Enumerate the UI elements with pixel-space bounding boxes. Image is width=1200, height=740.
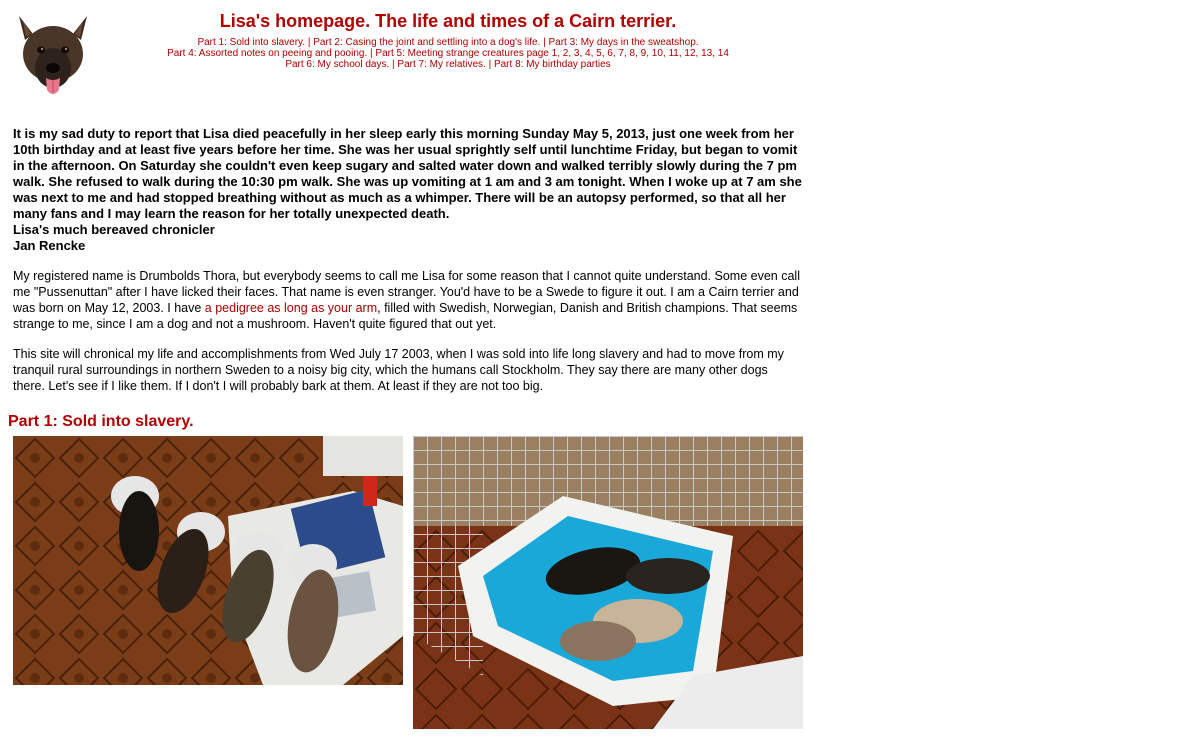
nav-page-link[interactable]: 6 [607,48,613,59]
nav-page-link[interactable]: 12 [684,48,696,59]
nav-page-link[interactable]: 5 [596,48,602,59]
section-heading-part1: Part 1: Sold into slavery. [8,413,194,430]
nav-link-part2[interactable]: Part 2: Casing the joint and settling into a dog's life. [313,37,541,48]
nav-line-1 [150,37,746,48]
nav-line-2: Part 4: Assorted notes on peeing and pooing. | Part 5: Meeting strange creatures page 1, 2, 3, 4, 5, 6, 7, 8, 9, 10, 11, 12, 13, 14 [167,48,729,59]
puppy-logo [15,12,91,100]
nav-separator: | [392,59,395,70]
pedigree-link[interactable]: a pedigree as long as your arm [204,301,378,315]
nav-separator: | [488,59,492,70]
nav-page-link[interactable]: 1 [551,48,558,59]
nav-page-link[interactable]: 3 [573,48,580,59]
nav-part5-label: Part 5: Meeting strange creatures page [375,48,549,59]
nav-line-3 [150,59,746,70]
death-announcement [13,126,808,254]
nav-page-link[interactable]: 10 [651,48,663,59]
puppies-in-box-photo [413,436,803,729]
nav-link-part1[interactable]: Part 1: Sold into slavery. [197,37,306,48]
page-title: Lisa's homepage. The life and times of a Cairn terrier. [219,11,677,31]
intro-paragraph [13,268,803,332]
nav-link-part4[interactable]: Part 4: Assorted notes on peeing and pooing. [167,48,368,59]
nav-page-link[interactable]: 14 [717,48,729,59]
nav-page-link[interactable]: 8 [629,48,636,59]
announcement-author: Jan Rencke [13,238,86,253]
chronicle-paragraph: This site will chronical my life and accomplishments from Wed July 17 2003, when I was sold into life long slavery and had to move from my tranquil rural surroundings in northern Sweden to a noisy big city, which the humans call Stockholm. They say there are many other dogs there. Let's see if I like them. If I don't I will probably bark at them. At least if they are not too big. [13,347,784,393]
announcement-signoff: Lisa's much bereaved chronicler [13,222,215,237]
nav-page-link[interactable]: 9 [640,48,647,59]
part-navigation [150,37,746,70]
nav-separator: | [370,48,373,59]
nav-link-part3[interactable]: Part 3: My days in the sweatshop. [548,37,699,48]
nav-separator: | [307,37,311,48]
nav-separator: | [543,37,546,48]
nav-link-part8[interactable]: Part 8: My birthday parties [493,59,611,70]
nav-page-link[interactable]: 4 [585,48,591,59]
nav-page-link[interactable]: 13 [701,48,713,59]
puppies-eating-photo [13,436,403,685]
nav-page-link[interactable]: 11 [668,48,679,59]
announcement-text: It is my sad duty to report that Lisa died peacefully in her sleep early this morning Sunday May 5, 2013, just one week from her 10th birthday and at least five years before her time. She was her usual sprightly self until lunchtime Friday, but began to vomit in the afternoon. On Saturday she couldn't even keep sugary and salted water down and walked terribly slowly during the 7 pm walk. She refused to walk during the 10:30 pm walk. She was up vomiting at 1 am and 3 am tonight. When I woke up at 7 am she was next to me and had stopped breathing without as much as a whimper. There will be an autopsy performed, so that all her many fans and I may learn the reason for her totally unexpected death. [13,126,802,221]
intro-text-after: , filled with Swedish, Norwegian, Danish and British champions. That seems strange to me, since I am a dog and not a mushroom. Haven't quite figured that out yet. [13,301,798,331]
intro-text-before: My registered name is Drumbolds Thora, but everybody seems to call me Lisa for some reason that I cannot quite understand. Some even call me "Pussenuttan" after I have licked their faces. That name is even stranger. You'd have to be a Swede to figure it out. I am a Cairn terrier and was born on May 12, 2003. I have [13,269,800,315]
nav-link-part6[interactable]: Part 6: My school days. [285,59,390,70]
nav-page-link[interactable]: 7 [618,48,624,59]
nav-page-link[interactable]: 2 [562,48,569,59]
nav-link-part7[interactable]: Part 7: My relatives. [397,59,486,70]
